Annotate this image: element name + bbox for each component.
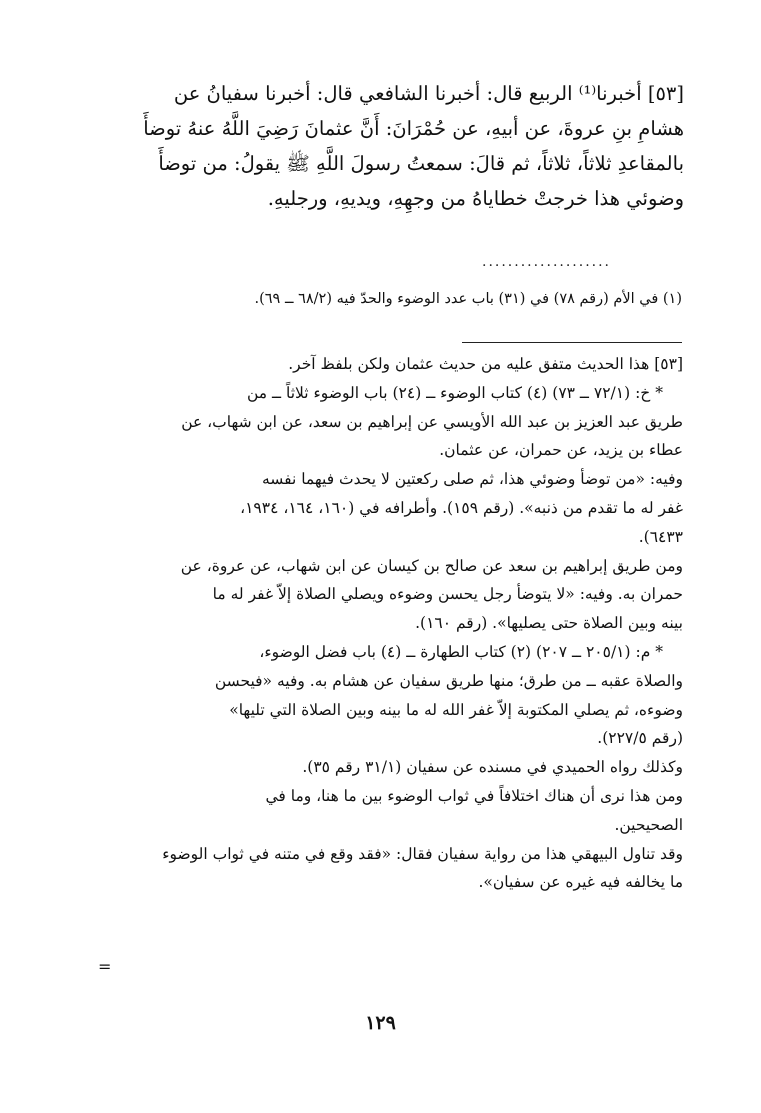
- commentary-line: الصحيحين.: [614, 815, 683, 834]
- commentary-line: طريق عبد العزيز بن عبد الله الأويسي عن إبراهيم بن سعد، عن ابن شهاب، عن: [181, 412, 683, 431]
- commentary-line: وكذلك رواه الحميدي في مسنده عن سفيان (٣١/١ رقم ٣٥).: [302, 758, 683, 777]
- commentary-line: عطاء بن يزيد، عن حمران، عن عثمان.: [439, 441, 683, 460]
- commentary-line: ومن طريق إبراهيم بن سعد عن صالح بن كيسان عن ابن شهاب، عن عروة، عن: [180, 556, 683, 575]
- commentary-line: وضوءه، ثم يصلي المكتوبة إلاّ غفر الله له ما بينه وبين الصلاة التي تليها»: [229, 700, 683, 719]
- commentary-line: [٥٣] هذا الحديث متفق عليه من حديث عثمان ولكن بلفظ آخر.: [288, 355, 683, 373]
- footnote-separator: ....................: [482, 254, 612, 270]
- commentary-line: وفيه: «من توضأ وضوئي هذا، ثم صلى ركعتين لا يحدث فيهما نفسه: [261, 470, 683, 489]
- commentary-line: والصلاة عقبه ــ من طرق؛ منها طريق سفيان عن هشام به. وفيه «فيحسن: [214, 671, 683, 690]
- commentary-line: غفر له ما تقدم من ذنبه». (رقم ١٥٩). وأطرافه في (١٦٠، ١٦٤، ١٩٣٤،: [240, 498, 683, 517]
- hadith-line: وضوئي هذا خرجتْ خطاياهُ من وجهِهِ، ويديهِ، ورجليهِ.: [267, 187, 684, 210]
- continuation-mark: =: [98, 957, 112, 976]
- commentary-line: (رقم ٢٢٧/٥).: [597, 729, 683, 748]
- commentary-line: * خ: (٧٢/١ ــ ٧٣) (٤) كتاب الوضوء ــ (٢٤) باب الوضوء ثلاثاً ــ من: [246, 383, 663, 402]
- commentary-line: ما يخالفه فيه غيره عن سفيان».: [478, 873, 683, 892]
- commentary: [98, 350, 683, 897]
- hadith-text: [92, 76, 684, 216]
- commentary-line: ٦٤٣٣).: [638, 527, 683, 546]
- commentary-line: بينه وبين الصلاة حتى يصليها». (رقم ١٦٠).: [415, 614, 683, 633]
- commentary-line: ومن هذا نرى أن هناك اختلافاً في ثواب الوضوء بين ما هنا، وما في: [265, 786, 683, 805]
- commentary-line: * م: (٢٠٥/١ ــ ٢٠٧) (٢) كتاب الطهارة ــ (٤) باب فضل الوضوء،: [259, 642, 663, 661]
- section-divider: [462, 342, 682, 343]
- hadith-line: بالمقاعدِ ثلاثاً، ثلاثاً، ثم قالَ: سمعتُ رسولَ اللَّهِ ﷺ يقولُ: من توضأَ: [158, 152, 684, 175]
- commentary-line: حمران به. وفيه: «لا يتوضأ رجل يحسن وضوءه ويصلي الصلاة إلاّ غفر له ما: [212, 585, 683, 604]
- page-number: ١٢٩: [365, 1012, 396, 1034]
- footnote: (١) في الأم (رقم ٧٨) في (٣١) باب عدد الوضوء والحدّ فيه (٦٨/٢ ــ ٦٩).: [254, 291, 682, 307]
- commentary-line: وقد تناول البيهقي هذا من رواية سفيان فقال: «فقد وقع في متنه في ثواب الوضوء: [162, 844, 683, 863]
- hadith-line: [٥٣] أخبرنا⁽¹⁾ الربيع قال: أخبرنا الشافعي قال: أخبرنا سفيانُ عن: [173, 82, 684, 105]
- hadith-line: هشامِ بنِ عروةَ، عن أبيهِ، عن حُمْرَانَ: أَنَّ عثمانَ رَضِيَ اللَّهُ عنهُ توضأَ: [143, 117, 684, 140]
